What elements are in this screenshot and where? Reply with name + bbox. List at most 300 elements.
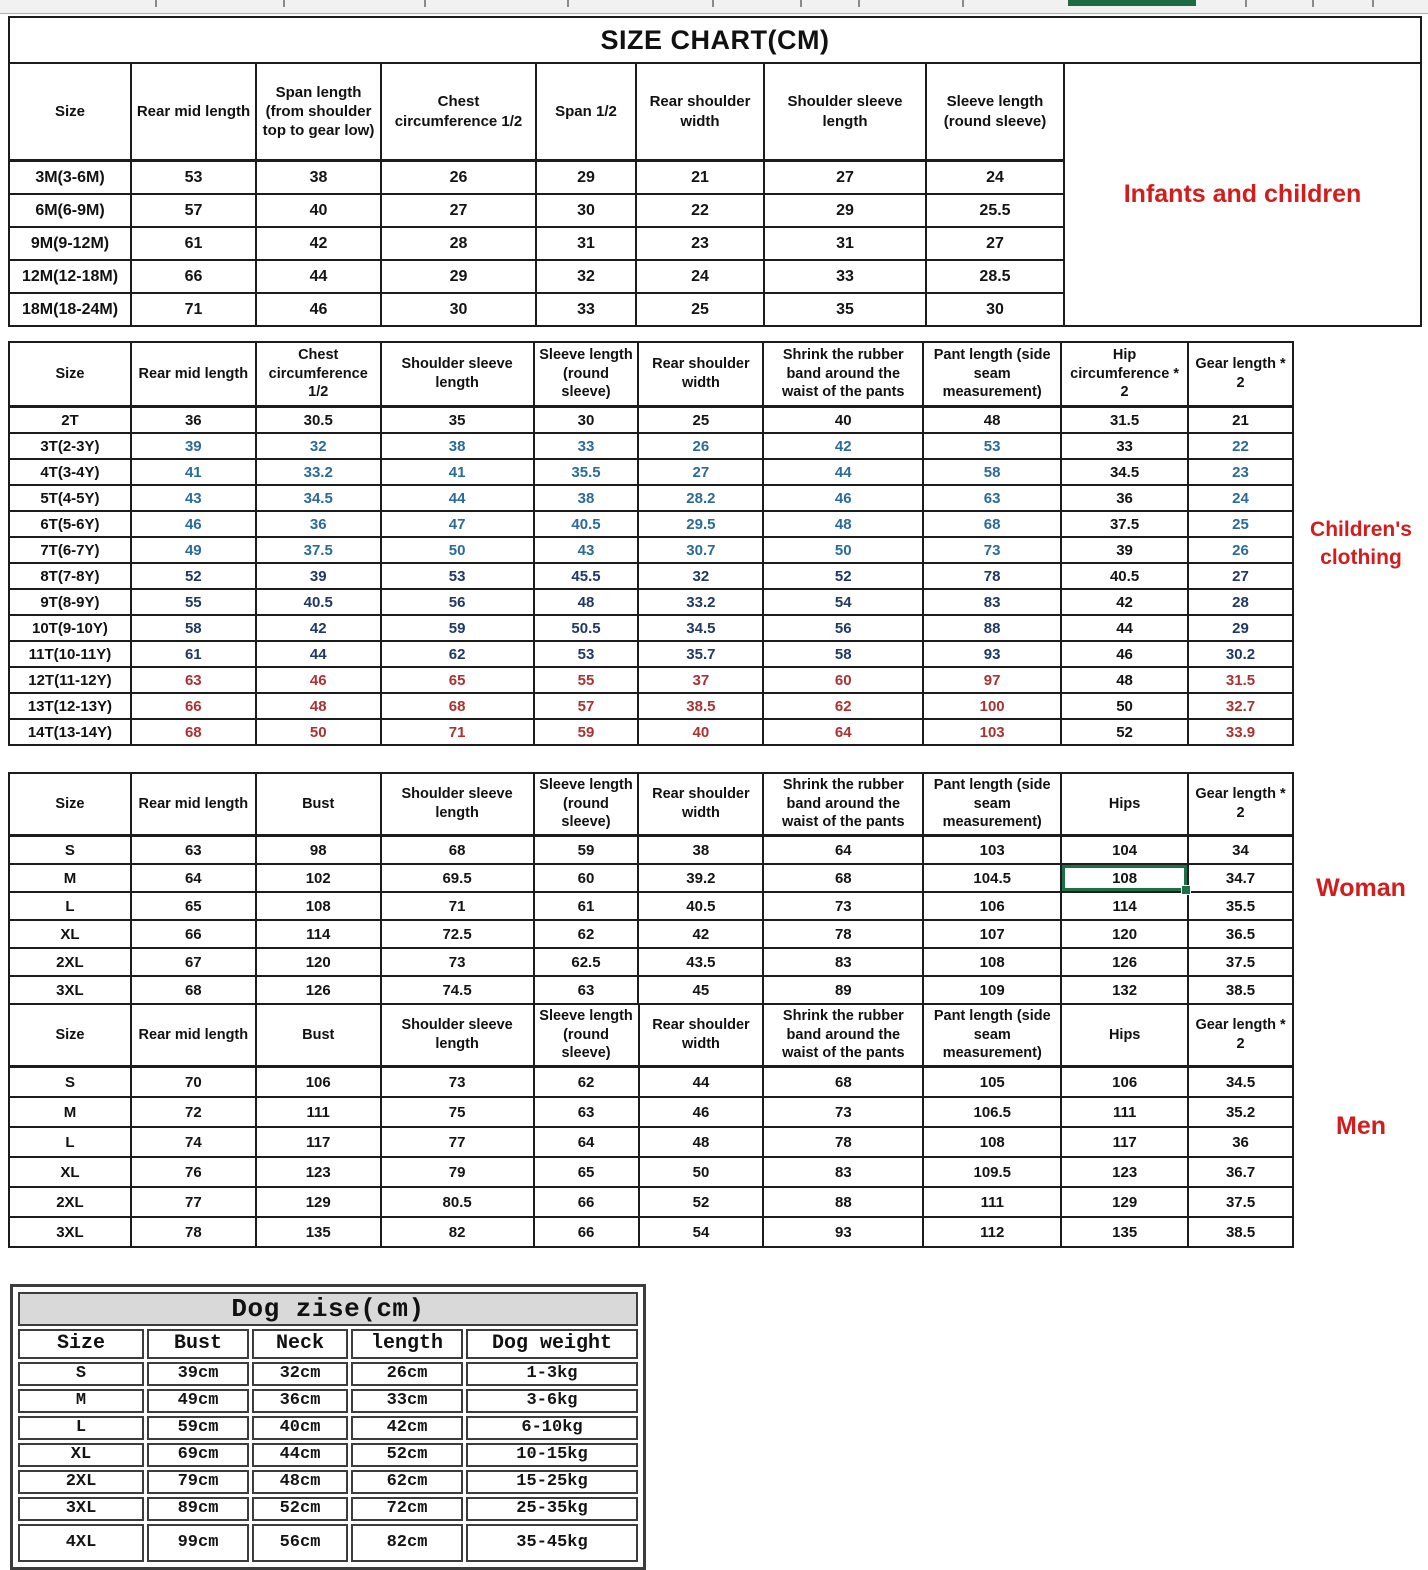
value-cell: 34.5 bbox=[1188, 1067, 1293, 1098]
value-cell: 33 bbox=[1061, 433, 1188, 459]
value-cell: 123 bbox=[1061, 1157, 1188, 1187]
value-cell: 68 bbox=[381, 693, 534, 719]
value-cell: 114 bbox=[256, 920, 381, 948]
value-cell: 34.7 bbox=[1188, 864, 1293, 892]
value-cell: 34.5 bbox=[1061, 459, 1188, 485]
value-cell: 61 bbox=[131, 641, 256, 667]
value-cell: 23 bbox=[636, 227, 764, 260]
value-cell: 109.5 bbox=[923, 1157, 1061, 1187]
table-row bbox=[18, 1389, 638, 1413]
value-cell: 70 bbox=[131, 1067, 256, 1098]
table-row bbox=[9, 1157, 1428, 1187]
table-row bbox=[9, 459, 1428, 485]
value-cell: 62 bbox=[534, 920, 639, 948]
value-cell: 44cm bbox=[252, 1443, 348, 1467]
value-cell: 64 bbox=[763, 719, 923, 745]
value-cell: 103 bbox=[923, 719, 1061, 745]
table-row bbox=[9, 976, 1428, 1004]
value-cell: 68 bbox=[763, 1067, 923, 1098]
value-cell: 34.5 bbox=[638, 615, 763, 641]
column-header: Chest circumference 1/2 bbox=[256, 342, 381, 407]
value-cell: 30 bbox=[536, 194, 636, 227]
size-cell: S bbox=[9, 1067, 131, 1098]
table-row bbox=[9, 836, 1428, 865]
value-cell: 1-3kg bbox=[466, 1362, 638, 1386]
value-cell: 111 bbox=[1061, 1097, 1188, 1127]
value-cell: 56 bbox=[763, 615, 923, 641]
table-row bbox=[18, 1416, 638, 1440]
value-cell: 21 bbox=[636, 161, 764, 195]
value-cell: 59 bbox=[381, 615, 534, 641]
size-cell: 2XL bbox=[18, 1470, 144, 1494]
value-cell: 40.5 bbox=[1061, 563, 1188, 589]
infants-size-table bbox=[8, 16, 1422, 327]
woman-size-table bbox=[8, 772, 1428, 1005]
table-row bbox=[9, 892, 1428, 920]
table-row bbox=[9, 1127, 1428, 1157]
value-cell: 25 bbox=[1188, 511, 1293, 537]
value-cell: 48 bbox=[1061, 667, 1188, 693]
size-cell: S bbox=[18, 1362, 144, 1386]
value-cell: 34 bbox=[1188, 836, 1293, 865]
value-cell: 39 bbox=[256, 563, 381, 589]
value-cell: 44 bbox=[1061, 615, 1188, 641]
value-cell: 74 bbox=[131, 1127, 256, 1157]
column-header: Shrink the rubber band around the waist of the pants bbox=[763, 1005, 923, 1067]
size-cell: L bbox=[9, 1127, 131, 1157]
value-cell: 38 bbox=[256, 161, 381, 195]
table-row bbox=[9, 719, 1428, 745]
value-cell: 66 bbox=[534, 1217, 639, 1247]
value-cell: 43 bbox=[131, 485, 256, 511]
value-cell: 77 bbox=[381, 1127, 534, 1157]
value-cell: 42 bbox=[763, 433, 923, 459]
value-cell: 62 bbox=[763, 693, 923, 719]
value-cell: 35 bbox=[764, 293, 926, 326]
value-cell: 27 bbox=[926, 227, 1064, 260]
header-row bbox=[9, 1005, 1428, 1067]
size-cell: M bbox=[9, 864, 131, 892]
header-row bbox=[9, 342, 1428, 407]
value-cell: 72cm bbox=[351, 1497, 463, 1521]
value-cell: 39 bbox=[131, 433, 256, 459]
value-cell: 63 bbox=[923, 485, 1061, 511]
value-cell: 66 bbox=[131, 920, 256, 948]
value-cell: 76 bbox=[131, 1157, 256, 1187]
value-cell: 40cm bbox=[252, 1416, 348, 1440]
size-cell: 2T bbox=[9, 407, 131, 434]
value-cell: 89cm bbox=[147, 1497, 249, 1521]
table-row bbox=[9, 537, 1428, 563]
table-row bbox=[9, 864, 1428, 892]
column-tick bbox=[712, 0, 714, 7]
value-cell: 49 bbox=[131, 537, 256, 563]
table-row bbox=[9, 693, 1428, 719]
column-header: Gear length * 2 bbox=[1188, 1005, 1293, 1067]
value-cell: 36.7 bbox=[1188, 1157, 1293, 1187]
value-cell: 117 bbox=[256, 1127, 381, 1157]
value-cell: 35.2 bbox=[1188, 1097, 1293, 1127]
value-cell: 52 bbox=[1061, 719, 1188, 745]
value-cell: 71 bbox=[381, 892, 534, 920]
table-row bbox=[9, 667, 1428, 693]
value-cell: 46 bbox=[1061, 641, 1188, 667]
table-row bbox=[9, 433, 1428, 459]
value-cell: 68 bbox=[381, 836, 534, 865]
column-header: Shoulder sleeve length bbox=[381, 342, 534, 407]
column-header: Pant length (side seam measurement) bbox=[923, 773, 1061, 836]
value-cell: 56 bbox=[381, 589, 534, 615]
value-cell: 41 bbox=[381, 459, 534, 485]
value-cell: 24 bbox=[1188, 485, 1293, 511]
value-cell: 103 bbox=[923, 836, 1061, 865]
value-cell: 50 bbox=[256, 719, 381, 745]
value-cell: 46 bbox=[639, 1097, 764, 1127]
value-cell: 38 bbox=[381, 433, 534, 459]
value-cell: 31 bbox=[536, 227, 636, 260]
column-header: Gear length * 2 bbox=[1188, 773, 1293, 836]
value-cell: 65 bbox=[131, 892, 256, 920]
group-label-text: Infants and children bbox=[1123, 180, 1362, 208]
value-cell: 59 bbox=[534, 836, 639, 865]
value-cell: 89 bbox=[763, 976, 923, 1004]
column-header: Size bbox=[9, 342, 131, 407]
value-cell: 52 bbox=[131, 563, 256, 589]
value-cell: 39.2 bbox=[638, 864, 763, 892]
value-cell: 43 bbox=[534, 537, 639, 563]
value-cell: 63 bbox=[534, 1097, 639, 1127]
value-cell: 55 bbox=[534, 667, 639, 693]
value-cell: 52 bbox=[763, 563, 923, 589]
column-header: Neck bbox=[252, 1329, 348, 1359]
value-cell: 107 bbox=[923, 920, 1061, 948]
value-cell: 79cm bbox=[147, 1470, 249, 1494]
value-cell: 55 bbox=[131, 589, 256, 615]
value-cell: 33 bbox=[764, 260, 926, 293]
group-label-text: Men bbox=[1336, 1111, 1387, 1140]
selected-cell: 108 bbox=[1061, 864, 1188, 892]
column-header: Rear mid length bbox=[131, 773, 256, 836]
value-cell: 36cm bbox=[252, 1389, 348, 1413]
value-cell: 40.5 bbox=[534, 511, 639, 537]
value-cell: 71 bbox=[131, 293, 256, 326]
value-cell: 114 bbox=[1061, 892, 1188, 920]
value-cell: 48 bbox=[534, 589, 639, 615]
value-cell: 88 bbox=[923, 615, 1061, 641]
value-cell: 63 bbox=[131, 667, 256, 693]
value-cell: 46 bbox=[256, 667, 381, 693]
value-cell: 33cm bbox=[351, 1389, 463, 1413]
value-cell: 69.5 bbox=[381, 864, 534, 892]
value-cell: 73 bbox=[381, 1067, 534, 1098]
size-cell: XL bbox=[9, 920, 131, 948]
value-cell: 120 bbox=[256, 948, 381, 976]
value-cell: 54 bbox=[763, 589, 923, 615]
value-cell: 68 bbox=[131, 719, 256, 745]
value-cell: 71 bbox=[381, 719, 534, 745]
value-cell: 28 bbox=[1188, 589, 1293, 615]
size-cell: 11T(10-11Y) bbox=[9, 641, 131, 667]
value-cell: 72 bbox=[131, 1097, 256, 1127]
value-cell: 62.5 bbox=[534, 948, 639, 976]
table-row bbox=[9, 641, 1428, 667]
value-cell: 62 bbox=[534, 1067, 639, 1098]
value-cell: 48 bbox=[639, 1127, 764, 1157]
value-cell: 98 bbox=[256, 836, 381, 865]
value-cell: 45 bbox=[638, 976, 763, 1004]
dog-size-table bbox=[15, 1289, 641, 1565]
value-cell: 46 bbox=[256, 293, 381, 326]
column-header: Dog weight bbox=[466, 1329, 638, 1359]
value-cell: 31 bbox=[764, 227, 926, 260]
size-cell: XL bbox=[9, 1157, 131, 1187]
column-header: Rear mid length bbox=[131, 342, 256, 407]
value-cell: 22 bbox=[636, 194, 764, 227]
table-row bbox=[9, 1187, 1428, 1217]
men-size-table bbox=[8, 1005, 1428, 1248]
value-cell: 26cm bbox=[351, 1362, 463, 1386]
size-cell: L bbox=[9, 892, 131, 920]
table-row bbox=[18, 1497, 638, 1521]
size-cell: 10T(9-10Y) bbox=[9, 615, 131, 641]
value-cell: 108 bbox=[256, 892, 381, 920]
group-label bbox=[1293, 773, 1428, 1004]
value-cell: 48 bbox=[256, 693, 381, 719]
column-header: Hip circumference * 2 bbox=[1061, 342, 1188, 407]
value-cell: 36.5 bbox=[1188, 920, 1293, 948]
column-header: Hips bbox=[1061, 1005, 1188, 1067]
column-header: Pant length (side seam measurement) bbox=[923, 1005, 1061, 1067]
table-row bbox=[9, 1067, 1428, 1098]
value-cell: 42 bbox=[256, 615, 381, 641]
table-row bbox=[9, 407, 1428, 434]
header-row bbox=[9, 773, 1428, 836]
value-cell: 63 bbox=[131, 836, 256, 865]
group-label bbox=[1293, 342, 1428, 745]
column-header: Bust bbox=[147, 1329, 249, 1359]
value-cell: 33 bbox=[534, 433, 639, 459]
table-row bbox=[9, 615, 1428, 641]
value-cell: 56cm bbox=[252, 1524, 348, 1562]
size-cell: 14T(13-14Y) bbox=[9, 719, 131, 745]
size-cell: 12M(12-18M) bbox=[9, 260, 131, 293]
value-cell: 78 bbox=[763, 1127, 923, 1157]
table-row bbox=[9, 1217, 1428, 1247]
column-header: Hips bbox=[1061, 773, 1188, 836]
value-cell: 72.5 bbox=[381, 920, 534, 948]
value-cell: 25 bbox=[636, 293, 764, 326]
value-cell: 33 bbox=[536, 293, 636, 326]
value-cell: 36 bbox=[131, 407, 256, 434]
value-cell: 78 bbox=[131, 1217, 256, 1247]
value-cell: 64 bbox=[131, 864, 256, 892]
value-cell: 99cm bbox=[147, 1524, 249, 1562]
column-header: Rear shoulder width bbox=[638, 773, 763, 836]
column-header: Shoulder sleeve length bbox=[381, 773, 534, 836]
column-header: Pant length (side seam measurement) bbox=[923, 342, 1061, 407]
value-cell: 23 bbox=[1188, 459, 1293, 485]
value-cell: 53 bbox=[534, 641, 639, 667]
table-row bbox=[9, 485, 1428, 511]
value-cell: 102 bbox=[256, 864, 381, 892]
value-cell: 37.5 bbox=[256, 537, 381, 563]
value-cell: 68 bbox=[131, 976, 256, 1004]
value-cell: 34.5 bbox=[256, 485, 381, 511]
size-cell: M bbox=[9, 1097, 131, 1127]
value-cell: 15-25kg bbox=[466, 1470, 638, 1494]
value-cell: 37.5 bbox=[1188, 1187, 1293, 1217]
value-cell: 32 bbox=[638, 563, 763, 589]
value-cell: 21 bbox=[1188, 407, 1293, 434]
size-cell: 2XL bbox=[9, 1187, 131, 1217]
table-row bbox=[9, 1097, 1428, 1127]
column-header: Shoulder sleeve length bbox=[764, 63, 926, 161]
value-cell: 28.5 bbox=[926, 260, 1064, 293]
value-cell: 52cm bbox=[351, 1443, 463, 1467]
value-cell: 60 bbox=[763, 667, 923, 693]
children-size-table bbox=[8, 341, 1428, 746]
value-cell: 38 bbox=[638, 836, 763, 865]
value-cell: 39 bbox=[1061, 537, 1188, 563]
column-tick bbox=[962, 0, 964, 7]
value-cell: 135 bbox=[1061, 1217, 1188, 1247]
value-cell: 27 bbox=[764, 161, 926, 195]
value-cell: 37.5 bbox=[1188, 948, 1293, 976]
value-cell: 123 bbox=[256, 1157, 381, 1187]
column-header: Size bbox=[9, 773, 131, 836]
value-cell: 25 bbox=[638, 407, 763, 434]
value-cell: 106 bbox=[1061, 1067, 1188, 1098]
value-cell: 49cm bbox=[147, 1389, 249, 1413]
value-cell: 28.2 bbox=[638, 485, 763, 511]
value-cell: 46 bbox=[131, 511, 256, 537]
value-cell: 26 bbox=[1188, 537, 1293, 563]
value-cell: 106 bbox=[923, 892, 1061, 920]
value-cell: 93 bbox=[923, 641, 1061, 667]
size-cell: 6M(6-9M) bbox=[9, 194, 131, 227]
value-cell: 59 bbox=[534, 719, 639, 745]
value-cell: 108 bbox=[923, 1127, 1061, 1157]
value-cell: 50 bbox=[1061, 693, 1188, 719]
value-cell: 126 bbox=[1061, 948, 1188, 976]
value-cell: 53 bbox=[923, 433, 1061, 459]
value-cell: 35.5 bbox=[534, 459, 639, 485]
value-cell: 40 bbox=[763, 407, 923, 434]
value-cell: 35.5 bbox=[1188, 892, 1293, 920]
value-cell: 88 bbox=[763, 1187, 923, 1217]
value-cell: 44 bbox=[256, 260, 381, 293]
size-cell: 7T(6-7Y) bbox=[9, 537, 131, 563]
group-label bbox=[1293, 1005, 1428, 1247]
value-cell: 100 bbox=[923, 693, 1061, 719]
value-cell: 78 bbox=[923, 563, 1061, 589]
value-cell: 73 bbox=[763, 892, 923, 920]
size-cell: 13T(12-13Y) bbox=[9, 693, 131, 719]
value-cell: 50 bbox=[381, 537, 534, 563]
value-cell: 27 bbox=[638, 459, 763, 485]
value-cell: 30.7 bbox=[638, 537, 763, 563]
value-cell: 67 bbox=[131, 948, 256, 976]
value-cell: 37 bbox=[638, 667, 763, 693]
value-cell: 32.7 bbox=[1188, 693, 1293, 719]
value-cell: 30 bbox=[926, 293, 1064, 326]
value-cell: 48cm bbox=[252, 1470, 348, 1494]
column-tick bbox=[155, 0, 157, 7]
value-cell: 26 bbox=[638, 433, 763, 459]
value-cell: 80.5 bbox=[381, 1187, 534, 1217]
column-tick bbox=[567, 0, 569, 7]
value-cell: 54 bbox=[639, 1217, 764, 1247]
column-header: Chest circumference 1/2 bbox=[381, 63, 536, 161]
value-cell: 60 bbox=[534, 864, 639, 892]
value-cell: 31.5 bbox=[1061, 407, 1188, 434]
column-header: Size bbox=[18, 1329, 144, 1359]
value-cell: 83 bbox=[923, 589, 1061, 615]
column-tick bbox=[1245, 0, 1247, 7]
value-cell: 129 bbox=[256, 1187, 381, 1217]
value-cell: 41 bbox=[131, 459, 256, 485]
size-cell: XL bbox=[18, 1443, 144, 1467]
column-header: Bust bbox=[256, 773, 381, 836]
table-row bbox=[9, 563, 1428, 589]
size-cell: 3XL bbox=[9, 976, 131, 1004]
column-header: Rear mid length bbox=[131, 1005, 256, 1067]
group-label bbox=[1064, 63, 1421, 326]
column-header: Size bbox=[9, 1005, 131, 1067]
value-cell: 29 bbox=[536, 161, 636, 195]
column-header: Shrink the rubber band around the waist of the pants bbox=[763, 773, 923, 836]
value-cell: 83 bbox=[763, 1157, 923, 1187]
value-cell: 32 bbox=[536, 260, 636, 293]
value-cell: 68 bbox=[763, 864, 923, 892]
table-title: Dog zise(cm) bbox=[18, 1292, 638, 1326]
column-header: Rear shoulder width bbox=[636, 63, 764, 161]
column-header: Shoulder sleeve length bbox=[381, 1005, 534, 1067]
value-cell: 109 bbox=[923, 976, 1061, 1004]
value-cell: 32cm bbox=[252, 1362, 348, 1386]
value-cell: 40 bbox=[256, 194, 381, 227]
value-cell: 44 bbox=[256, 641, 381, 667]
size-cell: M bbox=[18, 1389, 144, 1413]
value-cell: 74.5 bbox=[381, 976, 534, 1004]
value-cell: 33.9 bbox=[1188, 719, 1293, 745]
value-cell: 38.5 bbox=[1188, 976, 1293, 1004]
value-cell: 25-35kg bbox=[466, 1497, 638, 1521]
value-cell: 68 bbox=[923, 511, 1061, 537]
value-cell: 6-10kg bbox=[466, 1416, 638, 1440]
header-row bbox=[9, 63, 1421, 161]
value-cell: 50 bbox=[639, 1157, 764, 1187]
value-cell: 63 bbox=[534, 976, 639, 1004]
table-row bbox=[9, 589, 1428, 615]
value-cell: 82cm bbox=[351, 1524, 463, 1562]
column-header: Bust bbox=[256, 1005, 381, 1067]
column-tick bbox=[283, 0, 285, 7]
value-cell: 129 bbox=[1061, 1187, 1188, 1217]
value-cell: 66 bbox=[534, 1187, 639, 1217]
value-cell: 106 bbox=[256, 1067, 381, 1098]
value-cell: 59cm bbox=[147, 1416, 249, 1440]
column-header: Sleeve length (round sleeve) bbox=[534, 773, 639, 836]
column-header: length bbox=[351, 1329, 463, 1359]
value-cell: 126 bbox=[256, 976, 381, 1004]
value-cell: 45.5 bbox=[534, 563, 639, 589]
value-cell: 93 bbox=[763, 1217, 923, 1247]
column-header: Rear mid length bbox=[131, 63, 256, 161]
value-cell: 22 bbox=[1188, 433, 1293, 459]
value-cell: 47 bbox=[381, 511, 534, 537]
value-cell: 29.5 bbox=[638, 511, 763, 537]
